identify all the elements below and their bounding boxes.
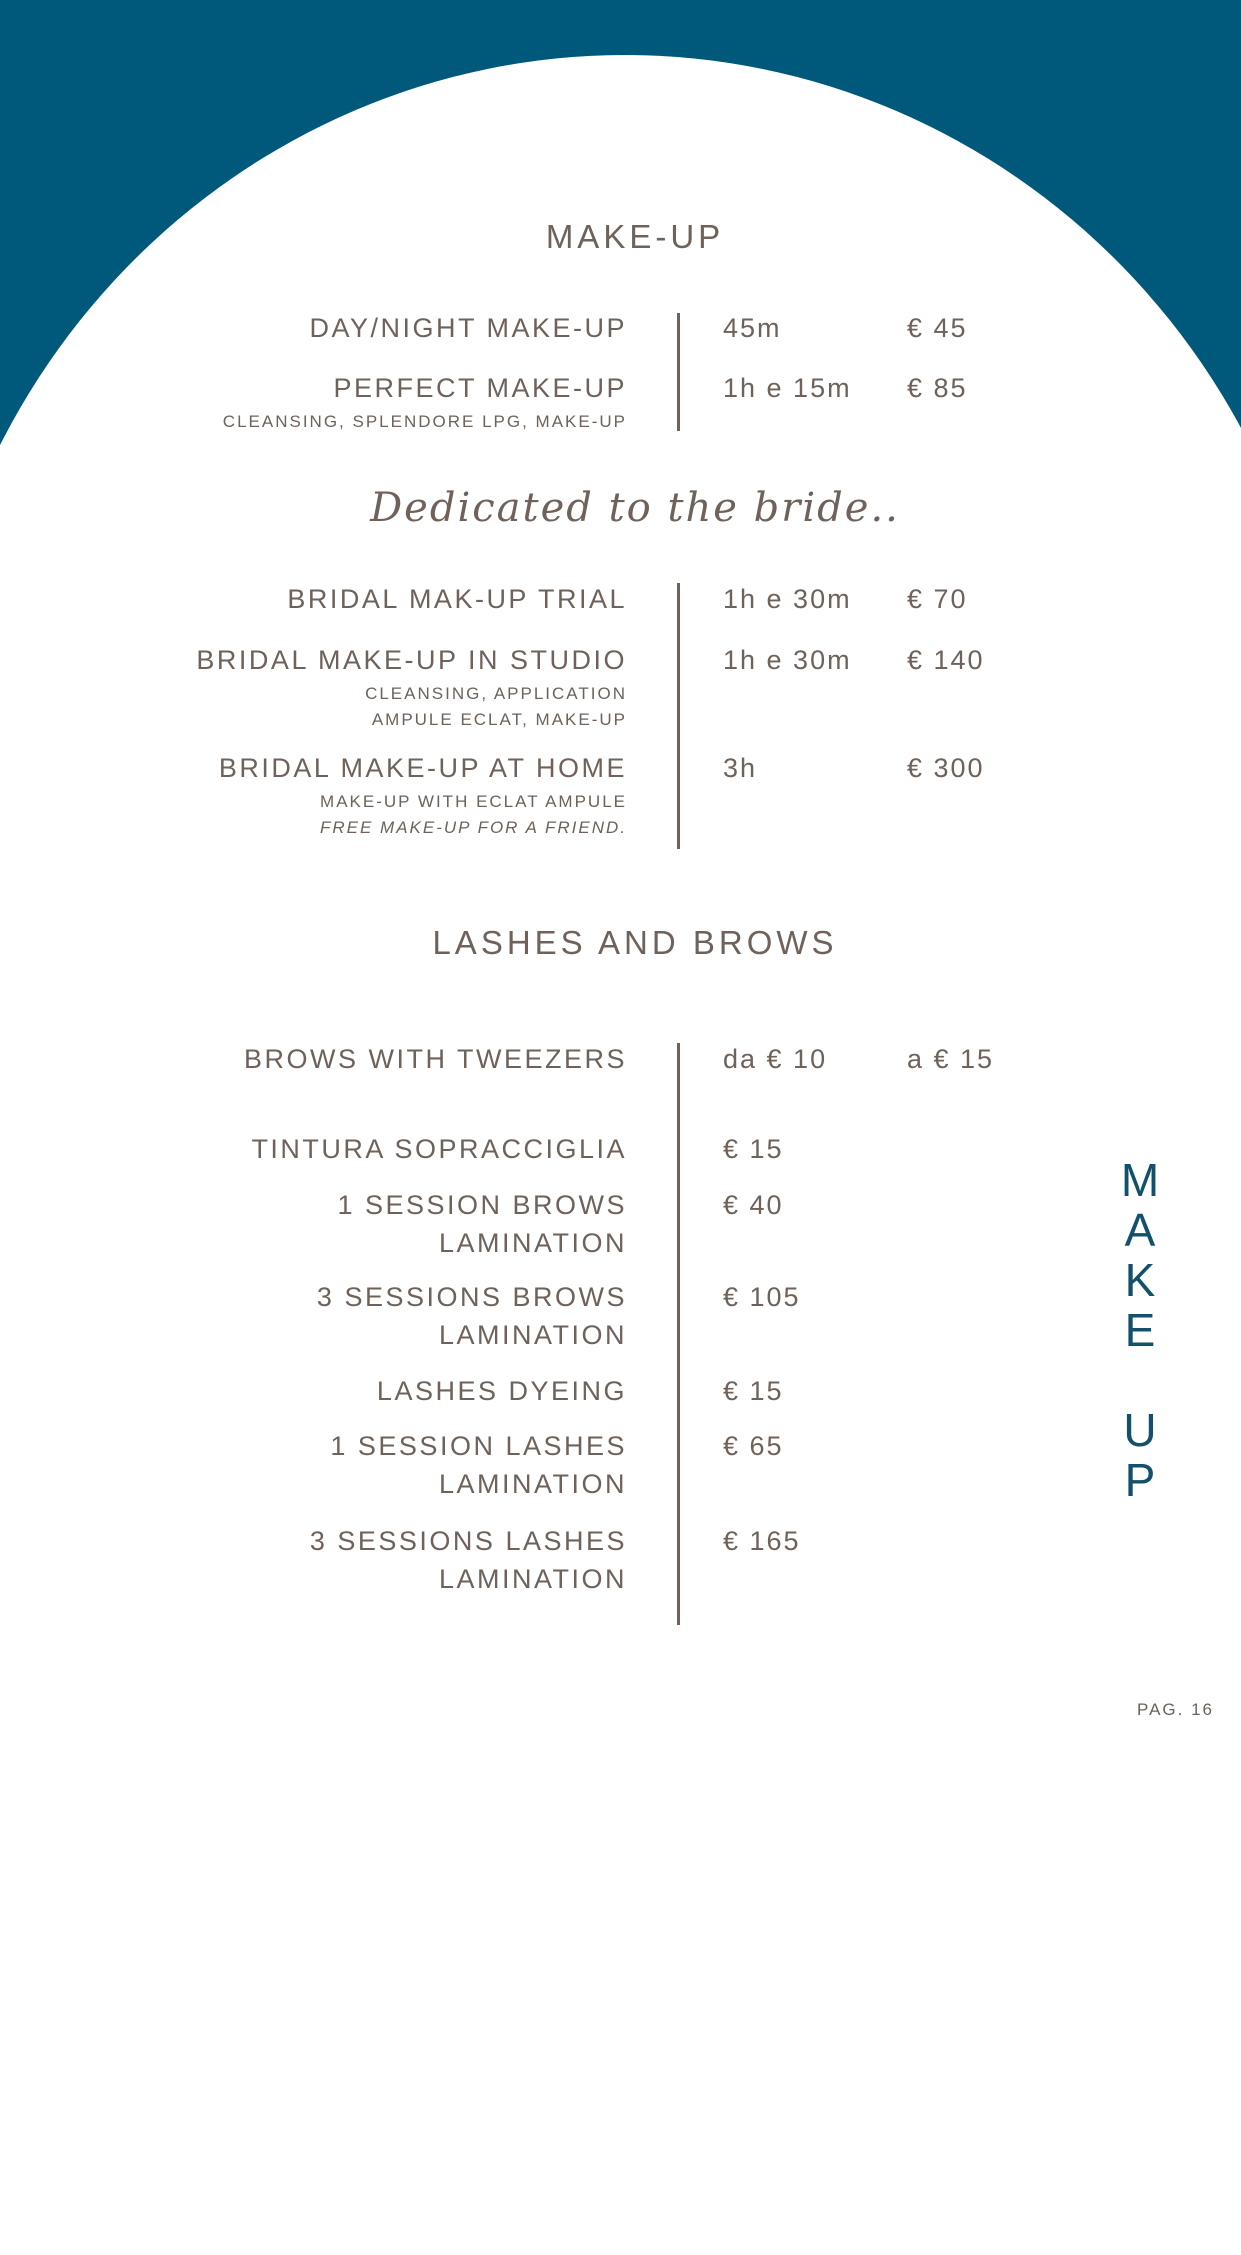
- item-price-from: da € 10: [723, 1044, 828, 1074]
- item-duration: 3h: [723, 753, 758, 783]
- item-price: € 40: [723, 1190, 784, 1220]
- item-name-line2: LAMINATION: [438, 1228, 627, 1258]
- item-price: € 15: [723, 1134, 784, 1164]
- item-name-line1: 3 SESSIONS BROWS: [316, 1282, 627, 1312]
- makeup-section-title: MAKE-UP: [545, 218, 725, 255]
- item-note: FREE MAKE-UP FOR A FRIEND.: [319, 818, 627, 837]
- item-name-line2: LAMINATION: [438, 1320, 627, 1350]
- page-number: PAG. 16: [1137, 1700, 1214, 1719]
- item-name: TINTURA SOPRACCIGLIA: [251, 1134, 627, 1164]
- side-letter: E: [1124, 1304, 1156, 1356]
- makeup-divider: [677, 313, 680, 431]
- item-price: € 70: [907, 584, 968, 614]
- item-name: BRIDAL MAK-UP TRIAL: [287, 584, 627, 614]
- item-name: PERFECT MAKE-UP: [333, 373, 627, 403]
- item-duration: 1h e 30m: [723, 645, 852, 675]
- item-price-to: a € 15: [907, 1044, 995, 1074]
- item-name: DAY/NIGHT MAKE-UP: [309, 313, 627, 343]
- item-duration: 1h e 15m: [723, 373, 852, 403]
- side-letter: K: [1124, 1254, 1156, 1306]
- lashes-divider: [677, 1043, 680, 1625]
- item-name-line2: LAMINATION: [438, 1564, 627, 1594]
- item-price: € 45: [907, 313, 968, 343]
- item-name: BROWS WITH TWEEZERS: [244, 1044, 627, 1074]
- item-name: BRIDAL MAKE-UP AT HOME: [218, 753, 627, 783]
- item-price: € 65: [723, 1431, 784, 1461]
- item-name: LASHES DYEING: [376, 1376, 627, 1406]
- item-price: € 140: [907, 645, 985, 675]
- side-letter: U: [1123, 1404, 1157, 1456]
- item-price: € 15: [723, 1376, 784, 1406]
- item-duration: 45m: [723, 313, 782, 343]
- item-price: € 105: [723, 1282, 801, 1312]
- lashes-section-title: LASHES AND BROWS: [432, 924, 838, 961]
- item-description: CLEANSING, SPLENDORE LPG, MAKE-UP: [222, 412, 627, 431]
- item-name: [337, 1186, 627, 1262]
- item-description: MAKE-UP WITH ECLAT AMPULE: [320, 792, 627, 811]
- item-name: [317, 1278, 627, 1354]
- item-description: AMPULE ECLAT, MAKE-UP: [371, 710, 627, 729]
- item-price: € 85: [907, 373, 968, 403]
- item-name: [330, 1427, 627, 1503]
- bride-section-title: Dedicated to the bride..: [370, 485, 900, 531]
- item-name-line2: LAMINATION: [438, 1469, 627, 1499]
- side-letter: P: [1124, 1454, 1156, 1506]
- item-duration: 1h e 30m: [723, 584, 852, 614]
- bride-divider: [677, 583, 680, 849]
- item-price: € 300: [907, 753, 985, 783]
- side-letter: M: [1120, 1154, 1160, 1206]
- item-name-line1: 1 SESSION LASHES: [330, 1431, 627, 1461]
- item-description: CLEANSING, APPLICATION: [365, 684, 627, 703]
- side-letter: A: [1124, 1204, 1156, 1256]
- item-name: [310, 1522, 627, 1598]
- item-name-line1: 3 SESSIONS LASHES: [309, 1526, 627, 1556]
- item-price: € 165: [723, 1526, 801, 1556]
- item-name-line1: 1 SESSION BROWS: [337, 1190, 627, 1220]
- item-name: BRIDAL MAKE-UP IN STUDIO: [196, 645, 627, 675]
